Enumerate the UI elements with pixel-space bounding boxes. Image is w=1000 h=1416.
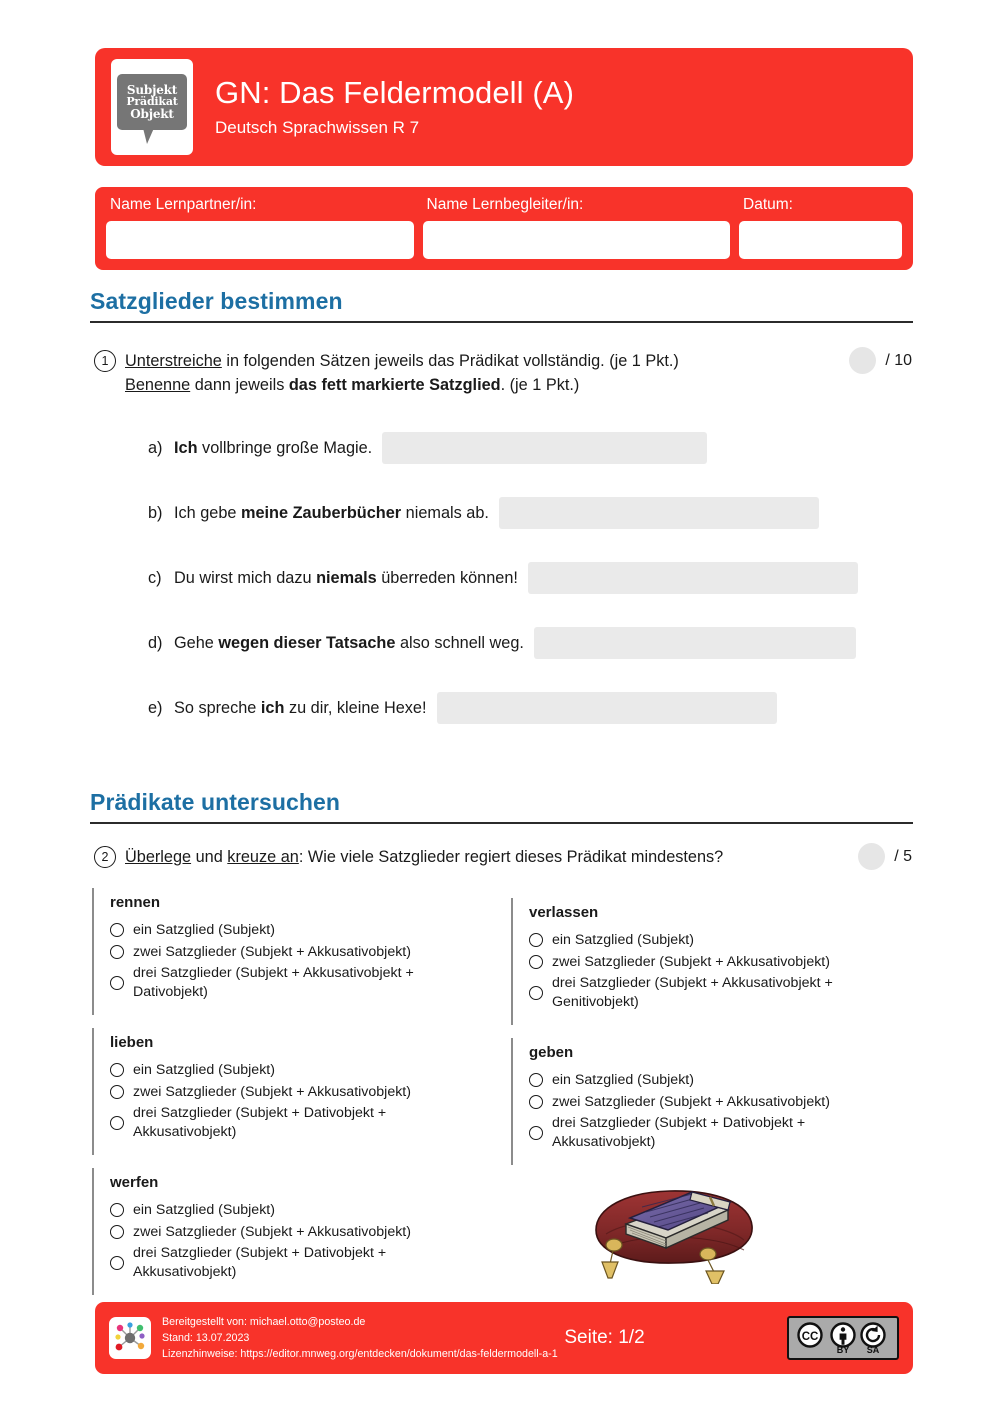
radio-option-label: zwei Satzglieder (Subjekt + Akkusativobjekt): [552, 953, 830, 970]
radio-circle-icon[interactable]: [110, 1085, 124, 1099]
radio-circle-icon[interactable]: [529, 1073, 543, 1087]
field-group-lernbegleiter: [423, 196, 731, 259]
radio-option[interactable]: [529, 953, 908, 972]
task-1-points-max: / 10: [885, 351, 912, 369]
radio-option[interactable]: [110, 1201, 489, 1220]
sentence-text: [174, 569, 518, 588]
radio-option-label: drei Satzglieder (Subjekt + Akkusativobjekt + Dativobjekt): [133, 965, 414, 1001]
verb-block: [92, 1028, 493, 1155]
sentence-label: e): [148, 698, 163, 717]
task-1-text-3: . (je 1 Pkt.): [500, 376, 580, 395]
radio-circle-icon[interactable]: [110, 976, 124, 990]
task-2-points-circle[interactable]: [858, 843, 885, 870]
speech-bubble-icon: [117, 74, 187, 130]
task-1-text-1: in folgenden Sätzen jeweils das Prädikat vollständig. (je 1 Pkt.): [221, 352, 679, 370]
radio-circle-icon[interactable]: [529, 986, 543, 1000]
field-group-lernpartner: [106, 196, 414, 259]
sentence-label: d): [148, 633, 163, 652]
radio-option-label: drei Satzglieder (Subjekt + Dativobjekt + Akkusativobjekt): [552, 1115, 806, 1151]
sentence-bold-part: wegen dieser Tatsache: [218, 633, 396, 652]
sentence-pre: Ich gebe: [174, 503, 241, 522]
footer-meta: [162, 1314, 558, 1363]
verb-block: [511, 1038, 912, 1165]
radio-circle-icon[interactable]: [110, 945, 124, 959]
radio-option[interactable]: [529, 1071, 908, 1090]
sentence-label: c): [148, 568, 162, 587]
radio-option[interactable]: [110, 1083, 489, 1102]
label-datum: Datum:: [743, 196, 793, 213]
radio-option-label: zwei Satzglieder (Subjekt + Akkusativobjekt): [133, 943, 411, 960]
sentence-post: vollbringe große Magie.: [197, 438, 373, 457]
radio-option[interactable]: [529, 931, 908, 950]
task-2-points: [858, 843, 912, 870]
sentence-label: a): [148, 438, 163, 457]
section-divider-1: [90, 321, 913, 323]
sentence-list: [148, 432, 908, 757]
task-2-verb-1: Überlege: [125, 848, 192, 866]
sentence-bold-part: niemals: [316, 568, 377, 587]
sentence-bold-part: Ich: [174, 438, 198, 457]
task-2-verb-2: kreuze an: [227, 848, 299, 866]
section-title-1: Satzglieder bestimmen: [90, 288, 343, 314]
radio-option-label: zwei Satzglieder (Subjekt + Akkusativobjekt): [133, 1223, 411, 1240]
section-divider-2: [90, 822, 913, 824]
page-subtitle: Deutsch Sprachwissen R 7: [215, 117, 420, 137]
radio-option[interactable]: [110, 1061, 489, 1080]
radio-circle-icon[interactable]: [110, 1225, 124, 1239]
sentence-post: zu dir, kleine Hexe!: [284, 698, 427, 717]
field-group-datum: [739, 196, 902, 259]
sentence-pre: So spreche: [174, 698, 261, 717]
radio-option-label: drei Satzglieder (Subjekt + Dativobjekt + Akkusativobjekt): [133, 1245, 387, 1281]
radio-option-label: ein Satzglied (Subjekt): [552, 1071, 694, 1088]
sentence-row: [148, 497, 908, 529]
worksheet-logo: [111, 59, 193, 155]
radio-circle-icon[interactable]: [110, 1063, 124, 1077]
sentence-post: niemals ab.: [401, 503, 489, 522]
sentence-text: [174, 504, 489, 523]
task-1-points-circle[interactable]: [849, 347, 876, 374]
section-heading-satzglieder: [90, 288, 913, 323]
task-2-text-1: und: [191, 848, 228, 866]
section-heading-praedikate: [90, 789, 913, 824]
radio-circle-icon[interactable]: [110, 1116, 124, 1130]
answer-blank[interactable]: [382, 432, 707, 464]
sentence-post: überreden können!: [376, 568, 518, 587]
task-1-instructions: [125, 349, 849, 398]
svg-text:CC: CC: [801, 1331, 819, 1343]
mnweg-logo-icon: [109, 1317, 151, 1359]
sentence-row: [148, 692, 908, 724]
label-lernbegleiter: Name Lernbegleiter/in:: [426, 196, 584, 213]
sentence-bold-part: ich: [260, 698, 285, 717]
radio-option-label: ein Satzglied (Subjekt): [133, 922, 275, 938]
sentence-label: b): [148, 503, 163, 522]
input-lernbegleiter[interactable]: [423, 221, 731, 259]
logo-line-2: Prädikat: [126, 95, 178, 109]
task-1-text-bold: das fett markierte Satzglied: [288, 376, 501, 395]
sentence-text: [174, 699, 427, 718]
svg-text:BY: BY: [836, 1345, 850, 1355]
verb-block: [92, 1168, 493, 1295]
radio-option-label: zwei Satzglieder (Subjekt + Akkusativobjekt): [133, 1083, 411, 1100]
verb-block: [92, 888, 493, 1015]
answer-blank[interactable]: [499, 497, 819, 529]
radio-option[interactable]: [110, 964, 489, 1001]
radio-circle-icon[interactable]: [529, 933, 543, 947]
task-2-points-max: / 5: [894, 847, 912, 865]
radio-option[interactable]: [110, 943, 489, 962]
radio-option-label: drei Satzglieder (Subjekt + Dativobjekt + Akkusativobjekt): [133, 1105, 387, 1141]
radio-option-label: zwei Satzglieder (Subjekt + Akkusativobjekt): [552, 1093, 830, 1110]
verb-column-left: [92, 888, 493, 1308]
task-2-instructions: [125, 845, 858, 869]
radio-circle-icon[interactable]: [529, 1126, 543, 1140]
sentence-row: [148, 627, 908, 659]
sentence-text: [174, 439, 372, 458]
radio-circle-icon[interactable]: [529, 955, 543, 969]
radio-option-label: ein Satzglied (Subjekt): [133, 1201, 275, 1218]
task-2-text-2: : Wie viele Satzglieder regiert dieses Prädikat mindestens?: [298, 848, 724, 866]
sentence-row: [148, 432, 908, 464]
footer-provided-by: Bereitgestellt von: michael.otto@posteo.de: [162, 1315, 366, 1328]
illustration-book-on-cushion: [578, 1172, 768, 1284]
radio-option[interactable]: [110, 1104, 489, 1141]
sentence-post: also schnell weg.: [395, 633, 524, 652]
task-1: [92, 349, 912, 398]
task-1-text-2: dann jeweils: [190, 376, 289, 395]
speech-bubble-tail-icon: [143, 128, 154, 144]
radio-option[interactable]: [529, 1093, 908, 1112]
cc-by-sa-badge-icon: [787, 1316, 899, 1360]
verb-name: geben: [529, 1043, 574, 1061]
footer-stand: Stand: 13.07.2023: [162, 1331, 250, 1344]
sentence-bold-part: meine Zauberbücher: [241, 503, 402, 522]
name-fields-bar: [95, 187, 913, 270]
radio-circle-icon[interactable]: [110, 1203, 124, 1217]
page-footer: [95, 1302, 913, 1374]
answer-blank[interactable]: [437, 692, 777, 724]
logo-line-3: Objekt: [130, 106, 174, 121]
sentence-row: [148, 562, 908, 594]
radio-circle-icon[interactable]: [110, 923, 124, 937]
radio-option[interactable]: [110, 1223, 489, 1242]
radio-option-label: ein Satzglied (Subjekt): [133, 1061, 275, 1078]
label-lernpartner: Name Lernpartner/in:: [110, 196, 257, 213]
sentence-pre: Gehe: [174, 633, 219, 652]
verb-name: werfen: [110, 1173, 159, 1191]
task-1-number: 1: [92, 350, 118, 372]
section-title-2: Prädikate untersuchen: [90, 789, 341, 815]
verb-name: lieben: [110, 1033, 154, 1051]
task-2-number: 2: [92, 846, 118, 868]
task-1-verb-1: Unterstreiche: [125, 352, 222, 370]
verb-name: verlassen: [529, 904, 599, 921]
footer-license-note: Lizenzhinweise: https://editor.mnweg.org/entdecken/dokument/das-feldermodell-a-1: [162, 1348, 558, 1361]
sentence-pre: Du wirst mich dazu: [174, 568, 317, 587]
verb-block: [511, 898, 912, 1025]
task-1-points: [849, 347, 912, 374]
input-datum[interactable]: [739, 221, 902, 259]
verb-blocks: [92, 888, 912, 1308]
page-header: [95, 48, 913, 166]
verb-name: rennen: [110, 894, 161, 911]
radio-option[interactable]: [110, 921, 489, 940]
answer-blank[interactable]: [528, 562, 858, 594]
radio-option[interactable]: [529, 1114, 908, 1151]
radio-option-label: ein Satzglied (Subjekt): [552, 932, 694, 948]
svg-text:SA: SA: [866, 1345, 880, 1355]
task-2: [92, 845, 912, 870]
task-1-verb-2: Benenne: [125, 376, 191, 395]
radio-circle-icon[interactable]: [529, 1095, 543, 1109]
logo-line-1: Subjekt: [126, 83, 178, 98]
radio-option[interactable]: [529, 974, 908, 1011]
radio-circle-icon[interactable]: [110, 1256, 124, 1270]
radio-option-label: drei Satzglieder (Subjekt + Akkusativobjekt + Genitivobjekt): [552, 975, 833, 1011]
sentence-text: [174, 634, 524, 653]
answer-blank[interactable]: [534, 627, 856, 659]
input-lernpartner[interactable]: [106, 221, 414, 259]
footer-page-number: Seite: 1/2: [564, 1327, 645, 1348]
page-title: GN: Das Feldermodell (A): [215, 75, 574, 111]
radio-option[interactable]: [110, 1244, 489, 1281]
